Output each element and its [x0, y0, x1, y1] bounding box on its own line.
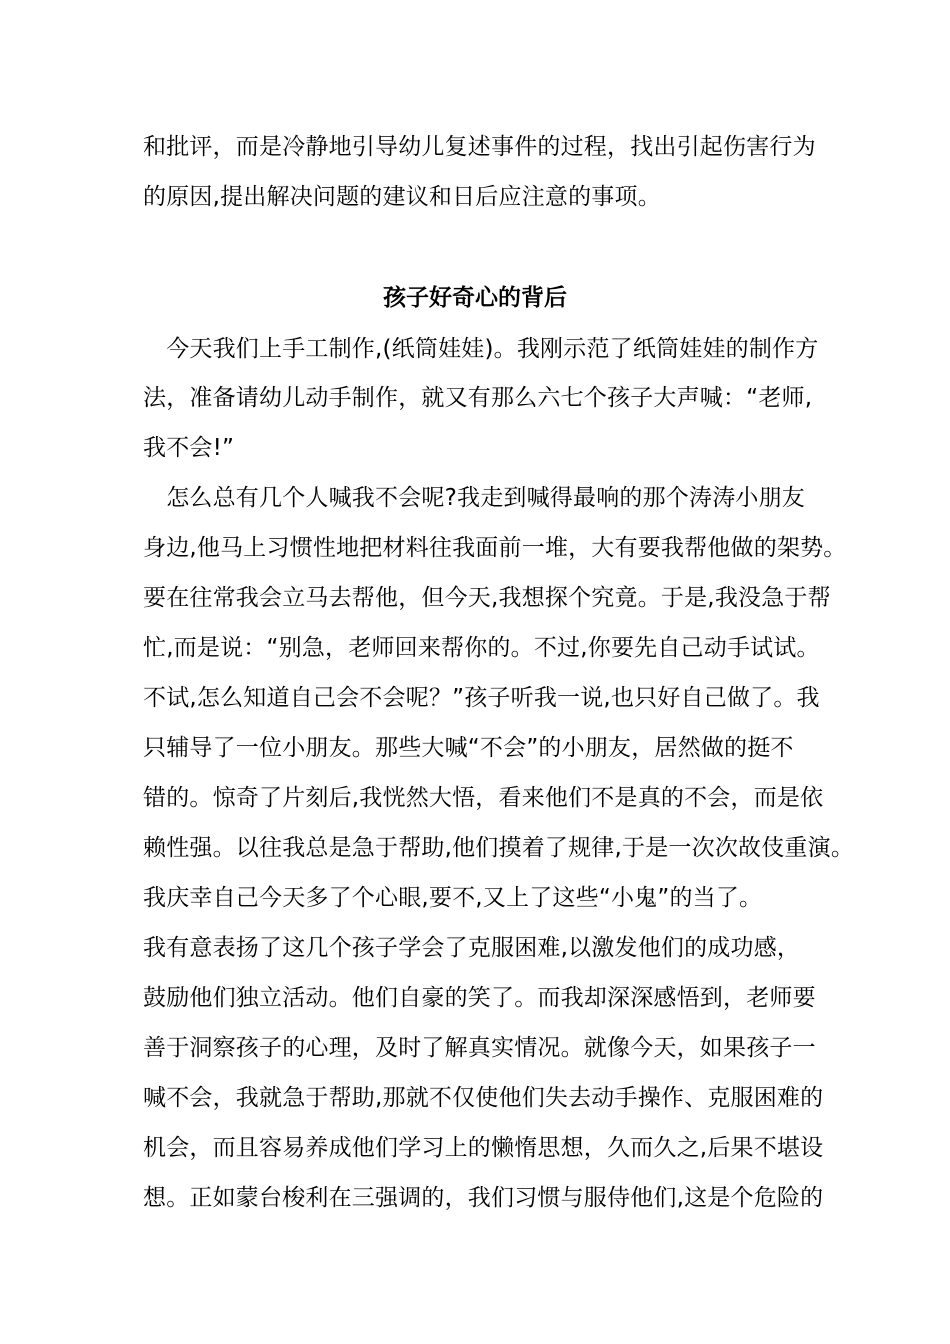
paragraph-line: 忙,而是说：“别急，老师回来帮你的。不过,你要先自己动手试试。 — [143, 635, 820, 661]
article-title: 孩子好奇心的背后 — [383, 285, 567, 311]
paragraph-line: 不试,怎么知道自己会不会呢？”孩子听我一说,也只好自己做了。我 — [143, 685, 820, 711]
paragraph-line: 今天我们上手工制作,(纸筒娃娃)。我刚示范了纸筒娃娃的制作方 — [143, 336, 819, 362]
paragraph-line: 想。正如蒙台梭利在三强调的，我们习惯与服侍他们,这是个危险的 — [143, 1185, 824, 1211]
paragraph-line: 错的。惊奇了片刻后,我恍然大悟，看来他们不是真的不会，而是依 — [143, 785, 824, 811]
paragraph-line: 和批评，而是冷静地引导幼儿复述事件的过程，找出引起伤害行为 — [143, 134, 816, 160]
paragraph-line: 要在往常我会立马去帮他，但今天,我想探个究竟。于是,我没急于帮 — [143, 585, 831, 611]
paragraph-line: 法，准备请幼儿动手制作，就又有那么六七个孩子大声喊：“老师, — [143, 385, 813, 411]
paragraph-line: 怎么总有几个人喊我不会呢?我走到喊得最响的那个涛涛小朋友 — [143, 485, 806, 511]
paragraph-line: 我不会!” — [143, 435, 235, 461]
paragraph-line: 赖性强。以往我总是急于帮助,他们摸着了规律,于是一次次故伎重演。 — [143, 835, 855, 861]
paragraph-line: 身边,他马上习惯性地把材料往我面前一堆，大有要我帮他做的架势。 — [143, 535, 847, 561]
paragraph-line: 喊不会，我就急于帮助,那就不仅使他们失去动手操作、克服困难的 — [143, 1085, 824, 1111]
paragraph-line: 鼓励他们独立活动。他们自豪的笑了。而我却深深感悟到，老师要 — [143, 985, 816, 1011]
paragraph-line: 的原因,提出解决问题的建议和日后应注意的事项。 — [143, 184, 661, 210]
paragraph-line: 我庆幸自己今天多了个心眼,要不,又上了这些“小鬼”的当了。 — [143, 885, 763, 911]
paragraph-line: 善于洞察孩子的心理，及时了解真实情况。就像今天，如果孩子一 — [143, 1035, 816, 1061]
paragraph-line: 机会，而且容易养成他们学习上的懒惰思想，久而久之,后果不堪设 — [143, 1135, 824, 1161]
paragraph-line: 只辅导了一位小朋友。那些大喊“不会”的小朋友，居然做的挺不 — [143, 735, 794, 761]
paragraph-line: 我有意表扬了这几个孩子学会了克服困难,以激发他们的成功感， — [143, 935, 801, 961]
